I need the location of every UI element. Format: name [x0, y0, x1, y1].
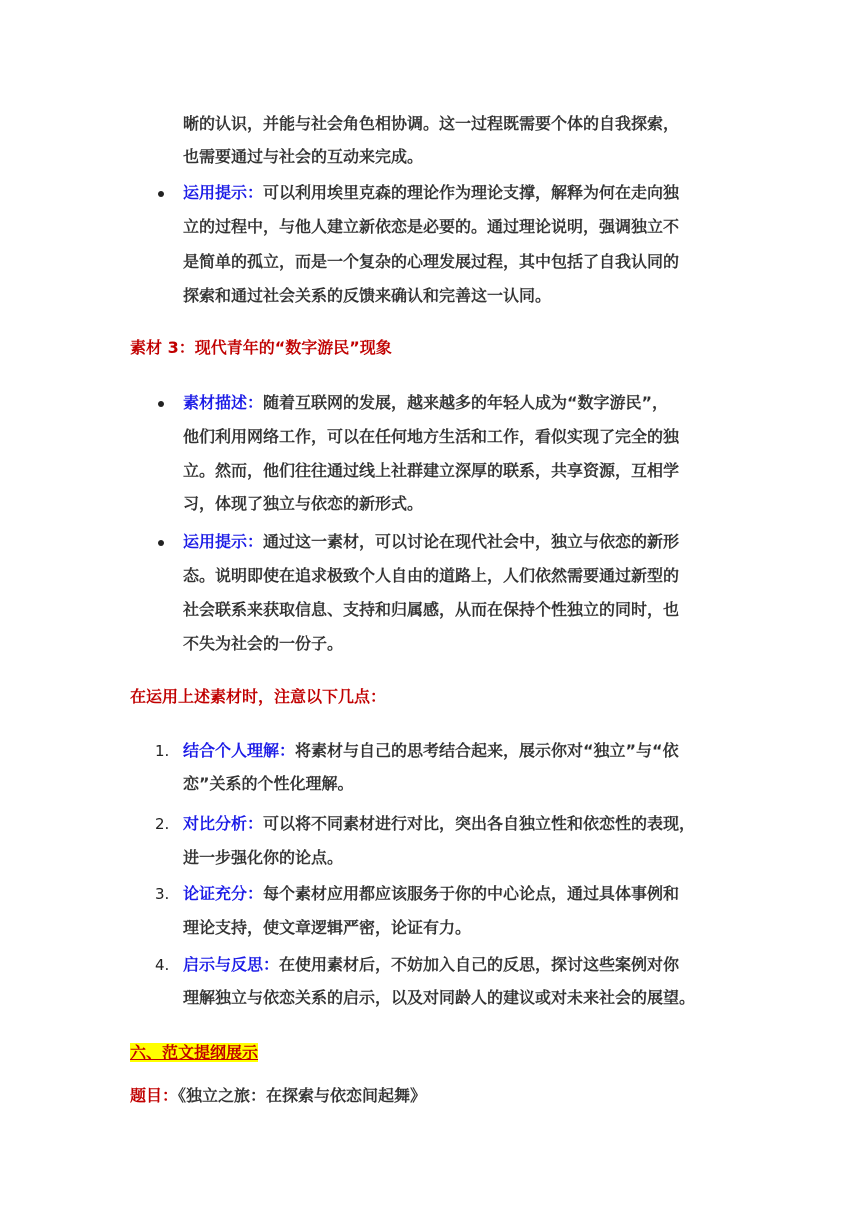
- bullet-label: 运用提示：: [183, 532, 264, 551]
- paragraph-line: 恋”关系的个性化理解。: [183, 774, 354, 793]
- list-label: 论证充分：: [183, 884, 264, 903]
- notes-heading: 在运用上述素材时，注意以下几点：: [130, 687, 387, 706]
- bullet-dot: [158, 401, 164, 407]
- list-number: 1.: [155, 742, 170, 760]
- paragraph-line: 态。说明即使在追求极致个人自由的道路上，人们依然需要通过新型的: [183, 566, 680, 585]
- bullet-text: 可以利用埃里克森的理论作为理论支撑，解释为何在走向独: [263, 183, 680, 202]
- bullet-label: 素材描述：: [183, 393, 264, 412]
- section-heading-text: 六、范文提纲展示: [130, 1043, 259, 1062]
- list-text: 每个素材应用都应该服务于你的中心论点，通过具体事例和: [263, 884, 680, 903]
- list-item: [183, 741, 679, 761]
- paragraph-line: 也需要通过与社会的互动来完成。: [183, 147, 424, 166]
- title-label: 题目：: [130, 1086, 179, 1105]
- paragraph-line: 他们利用网络工作，可以在任何地方生活和工作，看似实现了完全的独: [183, 427, 680, 446]
- list-item: [183, 814, 695, 834]
- list-item: [183, 955, 679, 975]
- bullet-item-description: [183, 393, 668, 413]
- list-label: 结合个人理解：: [183, 741, 296, 760]
- bullet-item-tip: [183, 532, 679, 552]
- bullet-dot: [158, 540, 164, 546]
- list-item: [183, 884, 679, 904]
- paragraph-line: 社会联系来获取信息、支持和归属感，从而在保持个性独立的同时，也: [183, 600, 680, 619]
- bullet-label: 运用提示：: [183, 183, 264, 202]
- paragraph-line: 理论支持，使文章逻辑严密，论证有力。: [183, 918, 472, 937]
- list-label: 启示与反思：: [183, 955, 280, 974]
- paragraph-line: 立的过程中，与他人建立新依恋是必要的。通过理论说明，强调独立不: [183, 217, 680, 236]
- paragraph-line: 立。然而，他们往往通过线上社群建立深厚的联系，共享资源，互相学: [183, 461, 680, 480]
- list-label: 对比分析：: [183, 814, 264, 833]
- paragraph-line: 探索和通过社会关系的反馈来确认和完善这一认同。: [183, 286, 552, 305]
- material-heading: 素材 3：现代青年的“数字游民”现象: [130, 338, 392, 357]
- paragraph-line: 晰的认识，并能与社会角色相协调。这一过程既需要个体的自我探索，: [183, 114, 680, 133]
- list-text: 在使用素材后，不妨加入自己的反思，探讨这些案例对你: [279, 955, 680, 974]
- paragraph-line: 不失为社会的一份子。: [183, 634, 344, 653]
- list-number: 2.: [155, 815, 170, 833]
- paragraph-line: 是简单的孤立，而是一个复杂的心理发展过程，其中包括了自我认同的: [183, 252, 680, 271]
- list-number: 3.: [155, 885, 170, 903]
- essay-title: [130, 1086, 426, 1106]
- list-text: 可以将不同素材进行对比，突出各自独立性和依恋性的表现，: [263, 814, 696, 833]
- list-text: 将素材与自己的思考结合起来，展示你对“独立”与“依: [295, 741, 679, 760]
- paragraph-line: 进一步强化你的论点。: [183, 848, 344, 867]
- paragraph-line: 习，体现了独立与依恋的新形式。: [183, 494, 424, 513]
- paragraph-line: 理解独立与依恋关系的启示，以及对同龄人的建议或对未来社会的展望。: [183, 988, 696, 1007]
- section-heading: [130, 1043, 258, 1063]
- title-text: 《独立之旅：在探索与依恋间起舞》: [178, 1086, 427, 1105]
- bullet-item-tip: [183, 183, 679, 203]
- list-number: 4.: [155, 956, 170, 974]
- bullet-dot: [158, 191, 164, 197]
- bullet-text: 通过这一素材，可以讨论在现代社会中，独立与依恋的新形: [263, 532, 680, 551]
- bullet-text: 随着互联网的发展，越来越多的年轻人成为“数字游民”，: [263, 393, 669, 412]
